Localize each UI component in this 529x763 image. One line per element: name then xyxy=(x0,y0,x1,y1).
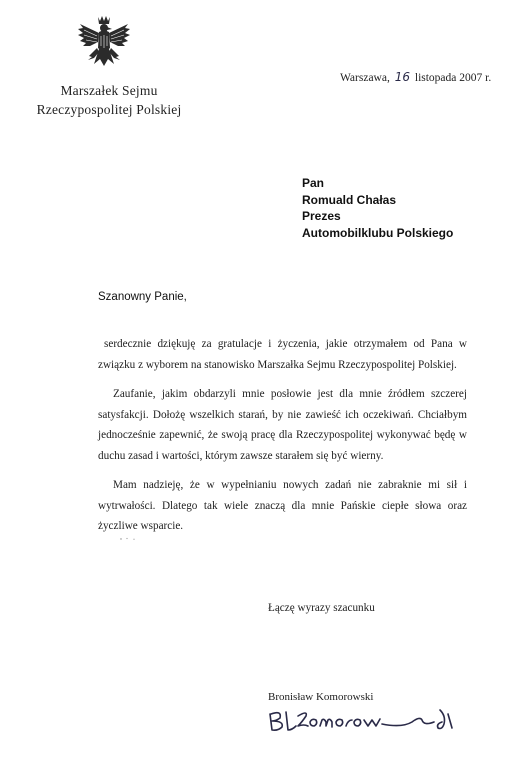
closing-phrase: Łączę wyrazy szacunku xyxy=(268,602,375,614)
date-city: Warszawa, xyxy=(340,72,390,84)
office-heading xyxy=(24,81,194,119)
body-paragraph-3: Mam nadzieję, że w wypełnianiu nowych zadań nie zabraknie mi sił i wytrwałości. Dlatego tak wiele znaczą dla mnie Pańskie ciepłe słowa oraz życzliwe wsparcie. xyxy=(98,479,467,532)
recipient-line-4: Automobilklubu Polskiego xyxy=(302,225,454,240)
recipient-line-1: Pan xyxy=(302,176,325,190)
recipient-block xyxy=(302,175,453,241)
eagle-emblem-icon xyxy=(76,14,132,74)
recipient-line-3: Prezes xyxy=(302,209,341,223)
salutation: Szanowny Panie, xyxy=(98,291,187,303)
handwritten-signature xyxy=(262,702,467,736)
ink-specks xyxy=(118,536,148,542)
office-line-2: Rzeczypospolitej Polskiej xyxy=(36,102,182,117)
date-month-year: listopada 2007 r. xyxy=(414,72,492,84)
letter-body xyxy=(98,334,467,546)
body-paragraph-1: serdecznie dziękuję za gratulacje i życzenia, jakie otrzymałem od Pana w związku z wyborem na stanowisko Marszałka Sejmu Rzeczypospolitej Polskiej. xyxy=(98,338,467,371)
date-day: 16 xyxy=(394,70,410,84)
signer-name: Bronisław Komorowski xyxy=(268,691,374,703)
body-paragraph-2: Zaufanie, jakim obdarzyli mnie posłowie jest dla mnie źródłem szczerej satysfakcji. Dołożę wszelkich starań, by nie zawieść ich oczekiwań. Chciałbym jednocześnie zapewnić, że swoją pracę dla Rzeczypospolitej wykonywać będę w duchu zasad i wartości, którym zawsze starałem się być wierny. xyxy=(98,388,467,462)
office-line-1: Marszałek Sejmu xyxy=(60,83,158,98)
recipient-line-2: Romuald Chałas xyxy=(302,192,397,207)
dateline xyxy=(340,70,491,84)
